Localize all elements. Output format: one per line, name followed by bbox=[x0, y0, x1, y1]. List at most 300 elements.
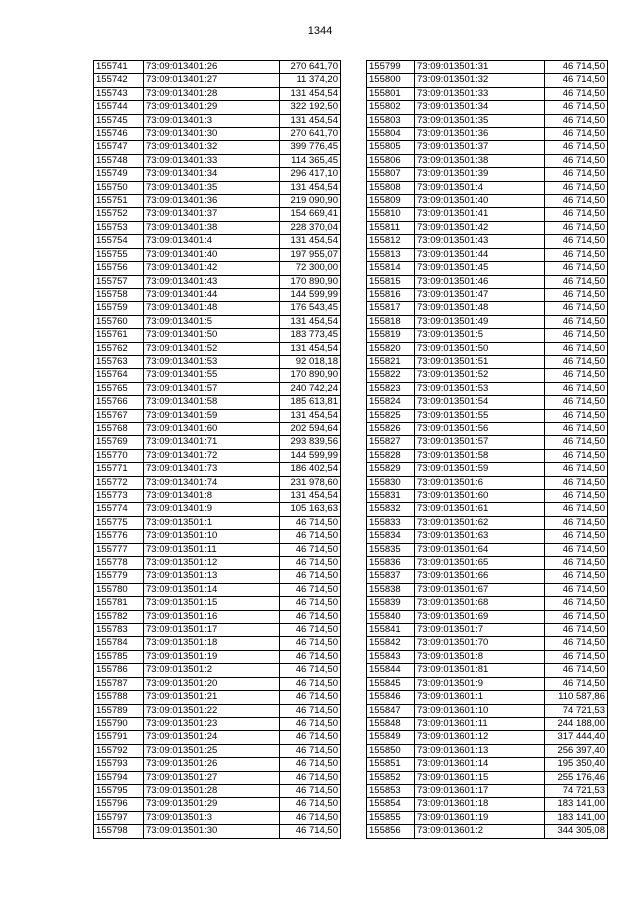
cadastral-value: 197 955,07 bbox=[280, 248, 341, 261]
table-row bbox=[367, 731, 608, 744]
table-row bbox=[367, 463, 608, 476]
cadastral-number: 73:09:013501:41 bbox=[415, 208, 545, 221]
table-row bbox=[94, 101, 341, 114]
row-number: 155777 bbox=[94, 543, 144, 556]
row-number: 155822 bbox=[367, 369, 415, 382]
row-number: 155835 bbox=[367, 543, 415, 556]
cadastral-number: 73:09:013501:50 bbox=[415, 342, 545, 355]
table-row bbox=[367, 369, 608, 382]
row-number: 155818 bbox=[367, 315, 415, 328]
table-row bbox=[94, 288, 341, 301]
row-number: 155790 bbox=[94, 717, 144, 730]
row-number: 155817 bbox=[367, 302, 415, 315]
row-number: 155745 bbox=[94, 114, 144, 127]
row-number: 155809 bbox=[367, 195, 415, 208]
table-row bbox=[94, 275, 341, 288]
table-row bbox=[367, 221, 608, 234]
row-number: 155759 bbox=[94, 302, 144, 315]
table-row bbox=[94, 355, 341, 368]
cadastral-value: 46 714,50 bbox=[545, 530, 608, 543]
cadastral-value: 46 714,50 bbox=[280, 811, 341, 824]
cadastral-value: 46 714,50 bbox=[280, 798, 341, 811]
table-row bbox=[94, 114, 341, 127]
table-row bbox=[367, 677, 608, 690]
cadastral-value: 46 714,50 bbox=[545, 490, 608, 503]
row-number: 155794 bbox=[94, 771, 144, 784]
row-number: 155742 bbox=[94, 74, 144, 87]
cadastral-number: 73:09:013501:1 bbox=[144, 516, 280, 529]
cadastral-number: 73:09:013501:3 bbox=[144, 811, 280, 824]
table-row bbox=[94, 811, 341, 824]
table-row bbox=[94, 624, 341, 637]
row-number: 155856 bbox=[367, 825, 415, 838]
cadastral-value: 46 714,50 bbox=[545, 114, 608, 127]
table-row bbox=[367, 717, 608, 730]
table-row bbox=[367, 342, 608, 355]
cadastral-value: 131 454,54 bbox=[280, 181, 341, 194]
table-row bbox=[367, 557, 608, 570]
row-number: 155772 bbox=[94, 476, 144, 489]
cadastral-value: 270 641,70 bbox=[280, 128, 341, 141]
cadastral-value: 46 714,50 bbox=[545, 355, 608, 368]
table-row bbox=[94, 825, 341, 838]
cadastral-number: 73:09:013501:40 bbox=[415, 195, 545, 208]
cadastral-value: 46 714,50 bbox=[545, 221, 608, 234]
cadastral-number: 73:09:013501:38 bbox=[415, 154, 545, 167]
table-row bbox=[367, 650, 608, 663]
cadastral-number: 73:09:013401:53 bbox=[144, 355, 280, 368]
row-number: 155764 bbox=[94, 369, 144, 382]
table-row bbox=[94, 664, 341, 677]
cadastral-value: 46 714,50 bbox=[545, 637, 608, 650]
row-number: 155771 bbox=[94, 463, 144, 476]
table-row bbox=[367, 449, 608, 462]
table-row bbox=[367, 704, 608, 717]
cadastral-value: 46 714,50 bbox=[545, 624, 608, 637]
row-number: 155854 bbox=[367, 798, 415, 811]
cadastral-value: 46 714,50 bbox=[545, 275, 608, 288]
row-number: 155746 bbox=[94, 128, 144, 141]
cadastral-value: 195 350,40 bbox=[545, 758, 608, 771]
table-row bbox=[94, 704, 341, 717]
cadastral-number: 73:09:013501:65 bbox=[415, 557, 545, 570]
cadastral-number: 73:09:013501:66 bbox=[415, 570, 545, 583]
row-number: 155844 bbox=[367, 664, 415, 677]
table-row bbox=[367, 516, 608, 529]
table-row bbox=[367, 476, 608, 489]
row-number: 155848 bbox=[367, 717, 415, 730]
cadastral-number: 73:09:013501:63 bbox=[415, 530, 545, 543]
row-number: 155827 bbox=[367, 436, 415, 449]
cadastral-value: 46 714,50 bbox=[545, 516, 608, 529]
row-number: 155782 bbox=[94, 610, 144, 623]
cadastral-value: 185 613,81 bbox=[280, 396, 341, 409]
cadastral-number: 73:09:013501:36 bbox=[415, 128, 545, 141]
cadastral-value: 110 587,86 bbox=[545, 691, 608, 704]
cadastral-value: 131 454,54 bbox=[280, 342, 341, 355]
table-row bbox=[367, 128, 608, 141]
cadastral-value: 46 714,50 bbox=[545, 154, 608, 167]
row-number: 155851 bbox=[367, 758, 415, 771]
cadastral-value: 317 444,40 bbox=[545, 731, 608, 744]
cadastral-number: 73:09:013401:32 bbox=[144, 141, 280, 154]
table-row bbox=[367, 530, 608, 543]
cadastral-value: 74 721,53 bbox=[545, 704, 608, 717]
cadastral-number: 73:09:013501:5 bbox=[415, 329, 545, 342]
row-number: 155839 bbox=[367, 597, 415, 610]
table-row bbox=[94, 717, 341, 730]
table-row bbox=[94, 798, 341, 811]
row-number: 155837 bbox=[367, 570, 415, 583]
table-row bbox=[94, 208, 341, 221]
cadastral-value: 46 714,50 bbox=[545, 87, 608, 100]
table-row bbox=[367, 248, 608, 261]
row-number: 155811 bbox=[367, 221, 415, 234]
row-number: 155793 bbox=[94, 758, 144, 771]
table-row bbox=[94, 409, 341, 422]
row-number: 155810 bbox=[367, 208, 415, 221]
cadastral-value: 144 599,99 bbox=[280, 449, 341, 462]
cadastral-number: 73:09:013501:81 bbox=[415, 664, 545, 677]
row-number: 155766 bbox=[94, 396, 144, 409]
cadastral-number: 73:09:013601:10 bbox=[415, 704, 545, 717]
cadastral-number: 73:09:013501:11 bbox=[144, 543, 280, 556]
cadastral-value: 46 714,50 bbox=[545, 409, 608, 422]
cadastral-number: 73:09:013501:8 bbox=[415, 650, 545, 663]
row-number: 155847 bbox=[367, 704, 415, 717]
cadastral-value: 46 714,50 bbox=[545, 315, 608, 328]
cadastral-number: 73:09:013501:29 bbox=[144, 798, 280, 811]
table-row bbox=[367, 288, 608, 301]
cadastral-value: 186 402,54 bbox=[280, 463, 341, 476]
table-row bbox=[367, 597, 608, 610]
cadastral-value: 293 839,56 bbox=[280, 436, 341, 449]
row-number: 155743 bbox=[94, 87, 144, 100]
cadastral-number: 73:09:013401:48 bbox=[144, 302, 280, 315]
row-number: 155821 bbox=[367, 355, 415, 368]
cadastral-number: 73:09:013501:6 bbox=[415, 476, 545, 489]
row-number: 155816 bbox=[367, 288, 415, 301]
cadastral-number: 73:09:013501:16 bbox=[144, 610, 280, 623]
cadastral-number: 73:09:013501:22 bbox=[144, 704, 280, 717]
cadastral-value: 244 188,00 bbox=[545, 717, 608, 730]
table-row bbox=[367, 262, 608, 275]
table-row bbox=[94, 382, 341, 395]
cadastral-value: 183 141,00 bbox=[545, 811, 608, 824]
row-number: 155808 bbox=[367, 181, 415, 194]
cadastral-number: 73:09:013401:38 bbox=[144, 221, 280, 234]
cadastral-number: 73:09:013401:37 bbox=[144, 208, 280, 221]
table-row bbox=[367, 61, 608, 74]
table-row bbox=[367, 798, 608, 811]
table-row bbox=[367, 691, 608, 704]
row-number: 155796 bbox=[94, 798, 144, 811]
cadastral-number: 73:09:013501:45 bbox=[415, 262, 545, 275]
cadastral-number: 73:09:013401:8 bbox=[144, 490, 280, 503]
cadastral-value: 228 370,04 bbox=[280, 221, 341, 234]
table-row bbox=[367, 422, 608, 435]
cadastral-number: 73:09:013501:14 bbox=[144, 583, 280, 596]
table-row bbox=[367, 195, 608, 208]
table-row bbox=[367, 315, 608, 328]
row-number: 155813 bbox=[367, 248, 415, 261]
cadastral-number: 73:09:013401:43 bbox=[144, 275, 280, 288]
row-number: 155788 bbox=[94, 691, 144, 704]
cadastral-number: 73:09:013501:4 bbox=[415, 181, 545, 194]
row-number: 155852 bbox=[367, 771, 415, 784]
table-row bbox=[94, 570, 341, 583]
table-row bbox=[367, 74, 608, 87]
cadastral-number: 73:09:013601:17 bbox=[415, 784, 545, 797]
row-number: 155779 bbox=[94, 570, 144, 583]
table-row bbox=[367, 610, 608, 623]
table-row bbox=[94, 342, 341, 355]
table-row bbox=[367, 114, 608, 127]
cadastral-value: 46 714,50 bbox=[545, 342, 608, 355]
cadastral-number: 73:09:013501:68 bbox=[415, 597, 545, 610]
cadastral-number: 73:09:013401:4 bbox=[144, 235, 280, 248]
table-row bbox=[367, 543, 608, 556]
row-number: 155773 bbox=[94, 490, 144, 503]
table-row bbox=[94, 476, 341, 489]
cadastral-value: 46 714,50 bbox=[545, 583, 608, 596]
cadastral-number: 73:09:013501:70 bbox=[415, 637, 545, 650]
cadastral-number: 73:09:013601:15 bbox=[415, 771, 545, 784]
cadastral-number: 73:09:013501:32 bbox=[415, 74, 545, 87]
row-number: 155845 bbox=[367, 677, 415, 690]
cadastral-number: 73:09:013501:24 bbox=[144, 731, 280, 744]
cadastral-number: 73:09:013401:60 bbox=[144, 422, 280, 435]
table-row bbox=[367, 141, 608, 154]
table-row bbox=[94, 235, 341, 248]
cadastral-number: 73:09:013401:33 bbox=[144, 154, 280, 167]
table-row bbox=[94, 744, 341, 757]
row-number: 155755 bbox=[94, 248, 144, 261]
table-row bbox=[94, 396, 341, 409]
row-number: 155833 bbox=[367, 516, 415, 529]
cadastral-value: 46 714,50 bbox=[280, 784, 341, 797]
cadastral-value: 46 714,50 bbox=[545, 128, 608, 141]
cadastral-value: 46 714,50 bbox=[545, 597, 608, 610]
cadastral-value: 46 714,50 bbox=[280, 677, 341, 690]
row-number: 155855 bbox=[367, 811, 415, 824]
cadastral-value: 46 714,50 bbox=[280, 516, 341, 529]
row-number: 155787 bbox=[94, 677, 144, 690]
cadastral-value: 46 714,50 bbox=[545, 422, 608, 435]
cadastral-value: 231 978,60 bbox=[280, 476, 341, 489]
cadastral-value: 46 714,50 bbox=[280, 543, 341, 556]
row-number: 155752 bbox=[94, 208, 144, 221]
row-number: 155832 bbox=[367, 503, 415, 516]
cadastral-value: 105 163,63 bbox=[280, 503, 341, 516]
row-number: 155749 bbox=[94, 168, 144, 181]
table-row bbox=[367, 771, 608, 784]
cadastral-value: 46 714,50 bbox=[280, 664, 341, 677]
row-number: 155804 bbox=[367, 128, 415, 141]
table-row bbox=[94, 530, 341, 543]
cadastral-value: 46 714,50 bbox=[545, 570, 608, 583]
cadastral-number: 73:09:013501:64 bbox=[415, 543, 545, 556]
row-number: 155781 bbox=[94, 597, 144, 610]
cadastral-value: 46 714,50 bbox=[545, 557, 608, 570]
row-number: 155820 bbox=[367, 342, 415, 355]
row-number: 155776 bbox=[94, 530, 144, 543]
row-number: 155819 bbox=[367, 329, 415, 342]
cadastral-number: 73:09:013401:35 bbox=[144, 181, 280, 194]
table-row bbox=[94, 154, 341, 167]
cadastral-number: 73:09:013501:49 bbox=[415, 315, 545, 328]
cadastral-number: 73:09:013501:28 bbox=[144, 784, 280, 797]
row-number: 155760 bbox=[94, 315, 144, 328]
cadastral-number: 73:09:013501:55 bbox=[415, 409, 545, 422]
row-number: 155744 bbox=[94, 101, 144, 114]
cadastral-value: 296 417,10 bbox=[280, 168, 341, 181]
cadastral-number: 73:09:013501:43 bbox=[415, 235, 545, 248]
cadastral-number: 73:09:013401:73 bbox=[144, 463, 280, 476]
cadastral-number: 73:09:013501:52 bbox=[415, 369, 545, 382]
cadastral-value: 46 714,50 bbox=[545, 382, 608, 395]
cadastral-number: 73:09:013501:42 bbox=[415, 221, 545, 234]
table-row bbox=[94, 731, 341, 744]
table-row bbox=[367, 624, 608, 637]
cadastral-number: 73:09:013501:44 bbox=[415, 248, 545, 261]
cadastral-value: 46 714,50 bbox=[545, 449, 608, 462]
row-number: 155763 bbox=[94, 355, 144, 368]
table-row bbox=[94, 463, 341, 476]
cadastral-value: 46 714,50 bbox=[545, 195, 608, 208]
row-number: 155750 bbox=[94, 181, 144, 194]
table-row bbox=[94, 610, 341, 623]
cadastral-number: 73:09:013401:5 bbox=[144, 315, 280, 328]
cadastral-value: 131 454,54 bbox=[280, 114, 341, 127]
table-row bbox=[94, 61, 341, 74]
cadastral-value: 46 714,50 bbox=[545, 248, 608, 261]
table-row bbox=[367, 329, 608, 342]
cadastral-value: 399 776,45 bbox=[280, 141, 341, 154]
cadastral-value: 131 454,54 bbox=[280, 490, 341, 503]
row-number: 155769 bbox=[94, 436, 144, 449]
cadastral-number: 73:09:013401:57 bbox=[144, 382, 280, 395]
cadastral-number: 73:09:013401:9 bbox=[144, 503, 280, 516]
cadastral-number: 73:09:013501:19 bbox=[144, 650, 280, 663]
cadastral-number: 73:09:013501:67 bbox=[415, 583, 545, 596]
cadastral-value: 46 714,50 bbox=[545, 650, 608, 663]
table-row bbox=[94, 677, 341, 690]
row-number: 155812 bbox=[367, 235, 415, 248]
cadastral-number: 73:09:013601:18 bbox=[415, 798, 545, 811]
cadastral-value: 46 714,50 bbox=[545, 208, 608, 221]
cadastral-number: 73:09:013501:2 bbox=[144, 664, 280, 677]
table-row bbox=[367, 154, 608, 167]
row-number: 155840 bbox=[367, 610, 415, 623]
cadastral-number: 73:09:013501:13 bbox=[144, 570, 280, 583]
cadastral-value: 46 714,50 bbox=[280, 650, 341, 663]
table-row bbox=[94, 771, 341, 784]
cadastral-number: 73:09:013401:36 bbox=[144, 195, 280, 208]
cadastral-value: 46 714,50 bbox=[545, 262, 608, 275]
cadastral-value: 131 454,54 bbox=[280, 235, 341, 248]
cadastral-number: 73:09:013501:15 bbox=[144, 597, 280, 610]
cadastral-number: 73:09:013501:30 bbox=[144, 825, 280, 838]
cadastral-value: 46 714,50 bbox=[280, 771, 341, 784]
cadastral-value: 240 742,24 bbox=[280, 382, 341, 395]
row-number: 155758 bbox=[94, 288, 144, 301]
table-row bbox=[94, 637, 341, 650]
row-number: 155802 bbox=[367, 101, 415, 114]
row-number: 155838 bbox=[367, 583, 415, 596]
table-row bbox=[367, 409, 608, 422]
cadastral-value: 46 714,50 bbox=[280, 717, 341, 730]
cadastral-value: 46 714,50 bbox=[280, 557, 341, 570]
row-number: 155842 bbox=[367, 637, 415, 650]
table-row bbox=[94, 557, 341, 570]
row-number: 155850 bbox=[367, 744, 415, 757]
row-number: 155825 bbox=[367, 409, 415, 422]
table-row bbox=[367, 583, 608, 596]
table-row bbox=[367, 490, 608, 503]
cadastral-number: 73:09:013501:25 bbox=[144, 744, 280, 757]
cadastral-number: 73:09:013501:37 bbox=[415, 141, 545, 154]
cadastral-value: 46 714,50 bbox=[545, 329, 608, 342]
cadastral-value: 144 599,99 bbox=[280, 288, 341, 301]
cadastral-value: 131 454,54 bbox=[280, 409, 341, 422]
cadastral-value: 344 305,08 bbox=[545, 825, 608, 838]
cadastral-value: 170 890,90 bbox=[280, 369, 341, 382]
cadastral-number: 73:09:013401:29 bbox=[144, 101, 280, 114]
cadastral-value: 92 018,18 bbox=[280, 355, 341, 368]
row-number: 155800 bbox=[367, 74, 415, 87]
row-number: 155754 bbox=[94, 235, 144, 248]
cadastral-number: 73:09:013401:27 bbox=[144, 74, 280, 87]
row-number: 155775 bbox=[94, 516, 144, 529]
cadastral-number: 73:09:013601:14 bbox=[415, 758, 545, 771]
table-row bbox=[367, 101, 608, 114]
cadastral-value: 74 721,53 bbox=[545, 784, 608, 797]
table-row bbox=[94, 74, 341, 87]
cadastral-number: 73:09:013401:44 bbox=[144, 288, 280, 301]
cadastral-value: 202 594,64 bbox=[280, 422, 341, 435]
cadastral-value: 46 714,50 bbox=[545, 74, 608, 87]
row-number: 155753 bbox=[94, 221, 144, 234]
cadastral-number: 73:09:013401:59 bbox=[144, 409, 280, 422]
cadastral-number: 73:09:013501:34 bbox=[415, 101, 545, 114]
row-number: 155798 bbox=[94, 825, 144, 838]
table-row bbox=[367, 784, 608, 797]
cadastral-value: 154 669,41 bbox=[280, 208, 341, 221]
cadastral-number: 73:09:013501:9 bbox=[415, 677, 545, 690]
cadastral-value: 46 714,50 bbox=[545, 476, 608, 489]
row-number: 155747 bbox=[94, 141, 144, 154]
row-number: 155805 bbox=[367, 141, 415, 154]
cadastral-value: 114 365,45 bbox=[280, 154, 341, 167]
table-row bbox=[94, 449, 341, 462]
cadastral-value: 46 714,50 bbox=[545, 101, 608, 114]
cadastral-value: 46 714,50 bbox=[545, 235, 608, 248]
cadastral-number: 73:09:013501:39 bbox=[415, 168, 545, 181]
row-number: 155786 bbox=[94, 664, 144, 677]
row-number: 155784 bbox=[94, 637, 144, 650]
cadastral-value: 46 714,50 bbox=[280, 583, 341, 596]
row-number: 155774 bbox=[94, 503, 144, 516]
cadastral-number: 73:09:013501:20 bbox=[144, 677, 280, 690]
cadastral-number: 73:09:013501:33 bbox=[415, 87, 545, 100]
row-number: 155799 bbox=[367, 61, 415, 74]
table-row bbox=[94, 248, 341, 261]
cadastral-value: 183 773,45 bbox=[280, 329, 341, 342]
cadastral-value: 46 714,50 bbox=[545, 503, 608, 516]
cadastral-value: 46 714,50 bbox=[545, 302, 608, 315]
cadastral-number: 73:09:013501:18 bbox=[144, 637, 280, 650]
